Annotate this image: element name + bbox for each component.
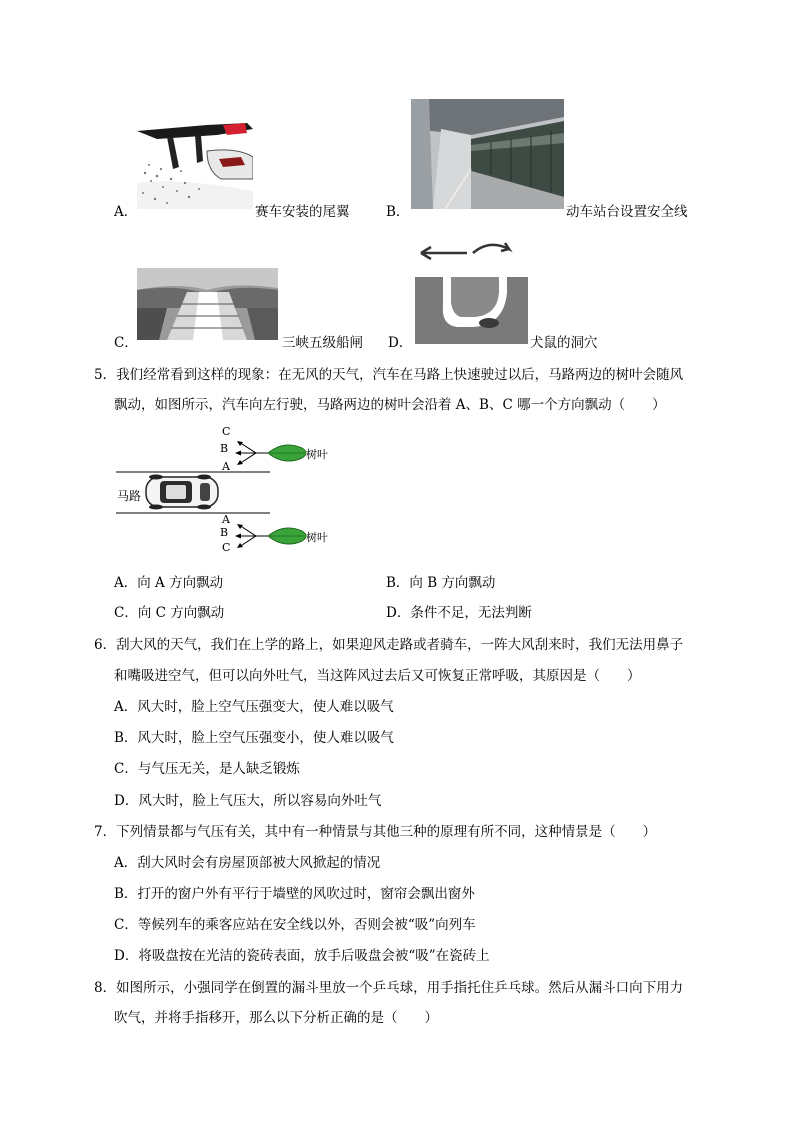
leaf-label-top: 树叶 <box>306 448 328 461</box>
q6-option-a: A．风大时，脸上空气压强变大，使人难以吸气 <box>114 699 394 715</box>
q7-option-d: D．将吸盘按在光洁的瓷砖表面，放手后吸盘会被“吸”在瓷砖上 <box>114 948 490 964</box>
top-letter-c: C <box>222 425 231 438</box>
option-letter-a: A． <box>114 204 138 220</box>
option-caption-d: 犬鼠的洞穴 <box>530 335 598 351</box>
q5-figure <box>116 424 346 556</box>
top-letter-b: B <box>220 442 229 455</box>
burrow-image <box>413 233 528 344</box>
q7-option-c: C．等候列车的乘客应站在安全线以外，否则会被“吸”向列车 <box>114 917 476 933</box>
ship-lock-image <box>137 268 278 340</box>
q6-stem-line-2: 和嘴吸进空气，但可以向外吐气，当这阵风过去后又可恢复正常呼吸，其原因是（ ） <box>114 668 641 684</box>
q5-option-b: B．向 B 方向飘动 <box>386 575 496 591</box>
race-car-wing-image <box>137 121 253 209</box>
bottom-letter-c: C <box>222 541 231 554</box>
q6-option-c: C．与气压无关，是人缺乏锻炼 <box>114 761 300 777</box>
bottom-letter-b: B <box>220 526 229 539</box>
q5-stem-line-2: 飘动，如图所示，汽车向左行驶，马路两边的树叶会沿着 A、B、C 哪一个方向飘动（ ） <box>114 397 666 413</box>
q7-stem: 7．下列情景都与气压有关，其中有一种情景与其他三种的原理有所不同，这种情景是（ ） <box>94 824 657 840</box>
q8-stem-line-2: 吹气，并将手指移开，那么以下分析正确的是（ ） <box>114 1010 438 1026</box>
option-caption-c: 三峡五级船闸 <box>282 335 363 351</box>
q6-option-d: D．风大时，脸上气压大，所以容易向外吐气 <box>114 793 382 809</box>
road-label: 马路 <box>117 489 142 503</box>
bottom-letter-a: A <box>222 513 230 526</box>
leaf-label-bottom: 树叶 <box>306 531 328 544</box>
q7-option-b: B．打开的窗户外有平行于墙壁的风吹过时，窗帘会飘出窗外 <box>114 886 475 902</box>
option-letter-b: B． <box>386 204 410 220</box>
train-platform-image <box>411 99 564 209</box>
option-letter-d: D． <box>388 335 413 351</box>
q8-stem-line-1: 8．如图所示，小强同学在倒置的漏斗里放一个乒乓球，用手指托住乒乓球。然后从漏斗口向下用力 <box>94 980 684 996</box>
q5-option-c: C．向 C 方向飘动 <box>114 605 225 621</box>
q5-option-a: A．向 A 方向飘动 <box>114 575 224 591</box>
option-letter-c: C． <box>114 335 138 351</box>
q5-stem-line-1: 5．我们经常看到这样的现象：在无风的天气，汽车在马路上快速驶过以后，马路两边的树叶会随风 <box>94 367 684 383</box>
q7-option-a: A．刮大风时会有房屋顶部被大风掀起的情况 <box>114 855 381 871</box>
option-caption-b: 动车站台设置安全线 <box>566 204 688 220</box>
top-letter-a: A <box>222 460 230 473</box>
q6-option-b: B．风大时，脸上空气压强变小，使人难以吸气 <box>114 730 394 746</box>
q6-stem-line-1: 6．刮大风的天气，我们在上学的路上，如果迎风走路或者骑车，一阵大风刮来时，我们无法用鼻子 <box>94 637 684 653</box>
car-icon <box>146 475 218 510</box>
option-caption-a: 赛车安装的尾翼 <box>255 204 350 220</box>
q5-option-d: D．条件不足，无法判断 <box>386 605 532 621</box>
